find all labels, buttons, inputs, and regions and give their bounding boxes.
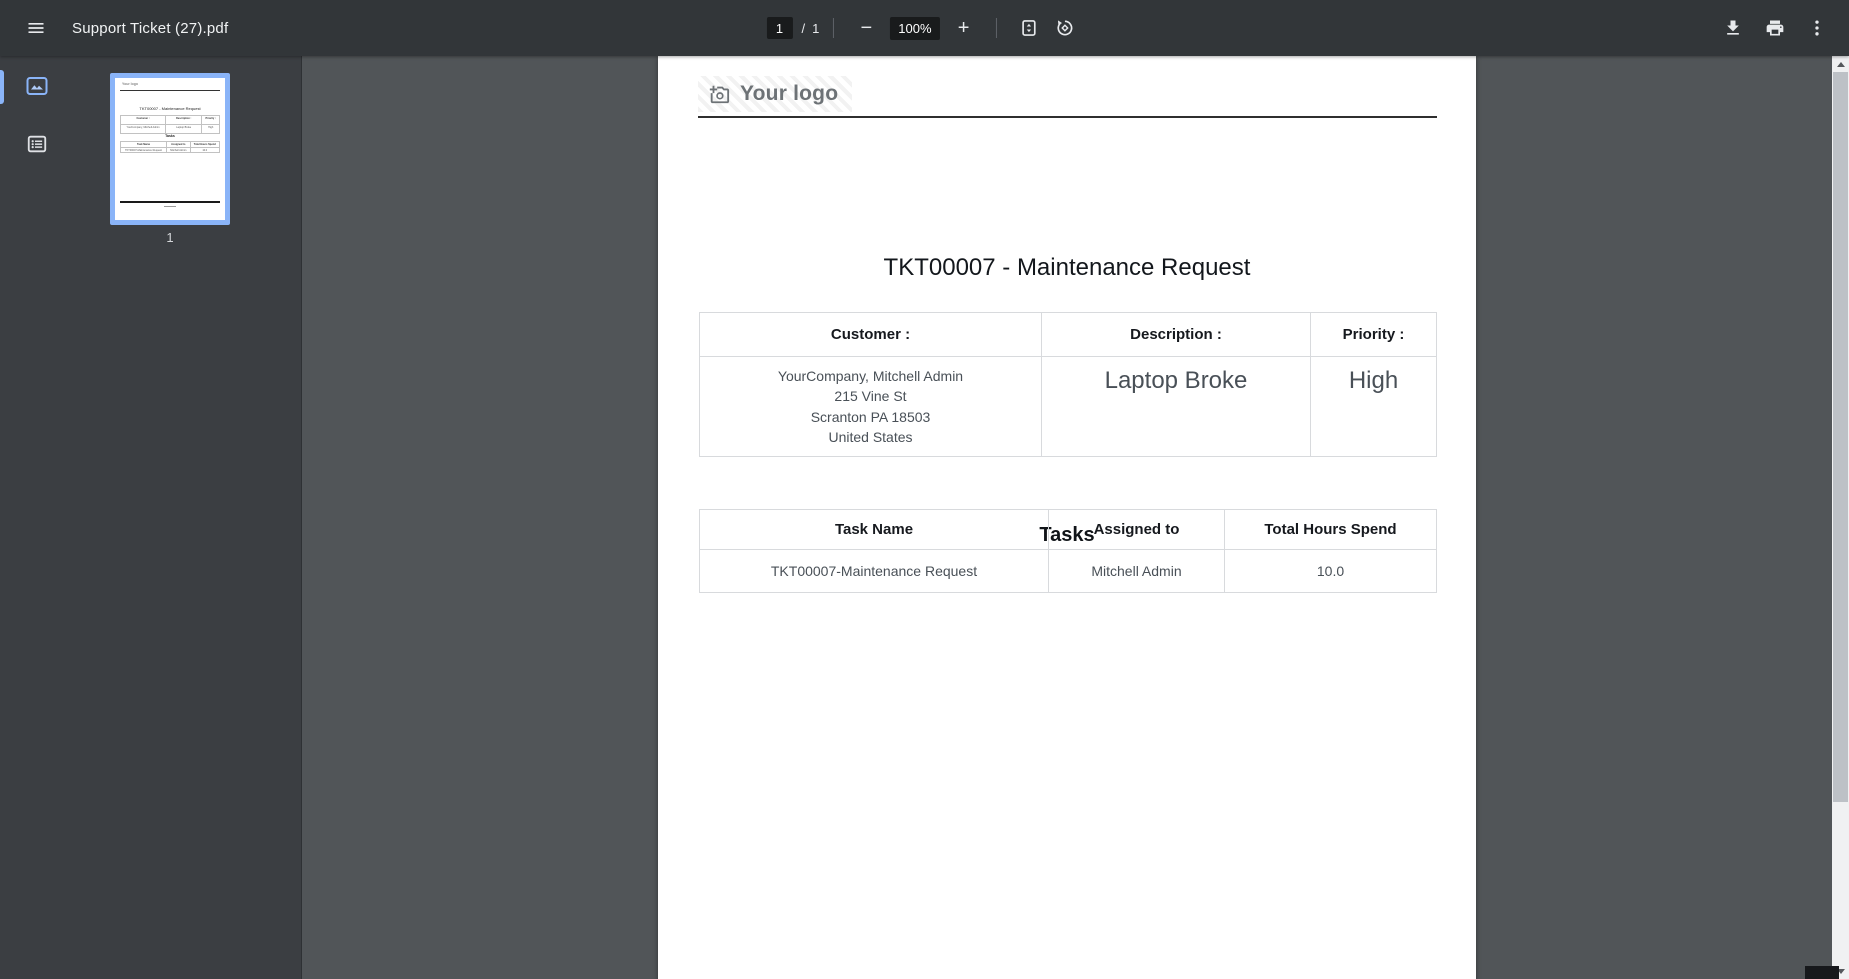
priority-cell: High [1311, 357, 1437, 457]
page-total: 1 [812, 20, 820, 36]
assigned-to-header: Assigned to [1049, 510, 1225, 550]
task-name-header: Task Name [700, 510, 1049, 550]
fit-page-icon [1019, 18, 1039, 38]
page-number-input[interactable] [766, 17, 792, 39]
more-options-icon [1807, 18, 1827, 38]
assigned-to-cell: Mitchell Admin [1049, 550, 1225, 593]
thumb-mini-footer-rule [120, 201, 220, 203]
vertical-scrollbar[interactable] [1832, 56, 1849, 979]
logo-text: Your logo [740, 82, 839, 105]
ticket-info-table [699, 312, 1437, 457]
rotate-icon [1055, 18, 1075, 38]
selected-tab-indicator [0, 70, 4, 104]
download-icon [1723, 18, 1743, 38]
rotate-button[interactable] [1047, 10, 1083, 46]
camera-plus-icon [708, 83, 730, 105]
zoom-in-button[interactable]: + [946, 10, 982, 46]
tasks-heading: Tasks [1039, 524, 1095, 546]
customer-line: YourCompany, Mitchell Admin [777, 367, 964, 384]
toolbar-divider [833, 18, 834, 38]
pdf-toolbar [0, 0, 1849, 56]
more-options-button[interactable] [1799, 10, 1835, 46]
thumb-mini-tasks-table: Task Name Assigned to Total Hours Spend TKT00007-Maintenance Request Mitchell Admin 10.0 [120, 141, 220, 153]
zoom-out-button[interactable]: − [848, 10, 884, 46]
print-icon [1765, 18, 1785, 38]
scrollbar-thumb[interactable] [1833, 72, 1848, 802]
bottom-corner-element [1805, 966, 1839, 979]
page-thumbnail[interactable] [110, 73, 230, 225]
customer-line: 215 Vine St [834, 388, 907, 404]
customer-header: Customer : [700, 313, 1042, 357]
thumbnails-icon [24, 74, 50, 98]
menu-button[interactable] [18, 10, 54, 46]
page-separator: / [801, 20, 806, 36]
toolbar-divider [996, 18, 997, 38]
thumb-mini-info-table: Customer : Description : Priority : YourCompany, Mitchell Admin Laptop Broke High [120, 115, 220, 134]
task-name-cell: TKT00007-Maintenance Request [700, 550, 1049, 593]
zoom-level: 100% [890, 17, 939, 40]
thumb-mini-logo: Your logo [122, 82, 139, 86]
hamburger-icon [26, 18, 46, 38]
ticket-title: TKT00007 - Maintenance Request [883, 254, 1251, 281]
pdf-viewer-area[interactable] [302, 56, 1832, 979]
customer-line: Scranton PA 18503 [810, 408, 931, 425]
outline-view-button[interactable] [22, 130, 52, 158]
fit-page-button[interactable] [1011, 10, 1047, 46]
thumb-mini-title: TKT00007 - Maintenance Request [139, 106, 201, 111]
download-button[interactable] [1715, 10, 1751, 46]
scroll-up-button[interactable] [1832, 56, 1849, 72]
thumb-mini-tasks-heading: Tasks [165, 134, 175, 138]
logo-placeholder [698, 76, 852, 112]
description-header: Description : [1042, 313, 1311, 357]
outline-icon [25, 133, 49, 155]
thumb-mini-footer-text [164, 206, 176, 207]
description-cell: Laptop Broke [1042, 357, 1311, 457]
thumb-mini-rule [120, 90, 220, 91]
header-rule [698, 116, 1437, 118]
page-thumbnail-preview [115, 78, 225, 220]
print-button[interactable] [1757, 10, 1793, 46]
priority-header: Priority : [1311, 313, 1437, 357]
thumbnails-view-button[interactable] [22, 72, 52, 100]
pdf-page [658, 56, 1476, 979]
customer-cell [700, 357, 1042, 457]
total-hours-cell: 10.0 [1225, 550, 1437, 593]
tasks-table [699, 509, 1437, 593]
customer-line: United States [828, 429, 913, 445]
thumbnail-sidebar [0, 56, 302, 979]
document-title: Support Ticket (27).pdf [72, 19, 229, 37]
table-row [700, 550, 1437, 593]
scroll-up-icon [1837, 62, 1845, 67]
total-hours-header: Total Hours Spend [1225, 510, 1437, 550]
thumbnail-page-number: 1 [166, 230, 174, 245]
